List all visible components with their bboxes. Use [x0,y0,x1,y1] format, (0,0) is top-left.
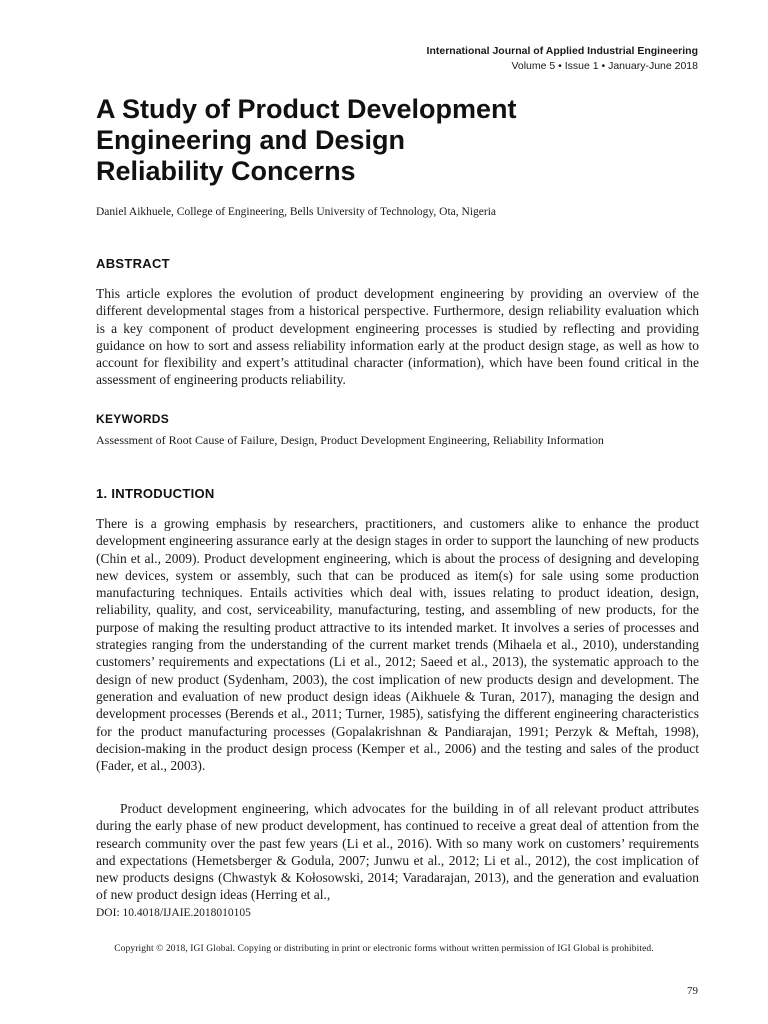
doi-link[interactable]: DOI: 10.4018/IJAIE.2018010105 [96,907,251,919]
journal-issue: Volume 5 • Issue 1 • January-June 2018 [511,60,698,72]
keywords-text: Assessment of Root Cause of Failure, Design, Product Development Engineering, Reliability Information [96,433,604,447]
abstract-heading: ABSTRACT [96,256,170,271]
journal-header [427,44,698,74]
author-affiliation: Daniel Aikhuele, College of Engineering, Bells University of Technology, Ota, Nigeria [96,206,497,218]
introduction-heading: 1. INTRODUCTION [96,486,215,501]
introduction-paragraph-2: Product development engineering, which advocates for the building in of all relevant product attributes during the early phase of new product development, has continued to receive a great deal of attention from the research community over the past few years (Li et al., 2016). With so many work on customers’ requirements and expectations (Hemetsberger & Godula, 2007; Junwu et al., 2012; Li et al., 2012), the cost implication of new products designs (Chwastyk & Kołosowski, 2014; Varadarajan, 2013), and the generation and evaluation of new product design ideas (Herring et al., [96,801,699,903]
article-title [96,94,656,187]
copyright-notice: Copyright © 2018, IGI Global. Copying or distributing in print or electronic forms without written permission of IGI Global is prohibited. [114,944,654,954]
title-line: A Study of Product Development [96,94,517,124]
title-line: Reliability Concerns [96,156,356,186]
keywords-heading: KEYWORDS [96,412,170,426]
introduction-paragraph-1: There is a growing emphasis by researchers, practitioners, and customers alike to enhance the product development engineering assurance early at the design stages in order to support the launching of new products (Chin et al., 2009). Product development engineering, which is about the process of designing and developing new devices, system or assembly, such that can be produced as item(s) for sale using some production manufacturing techniques. Entails activities which deal with, issues relating to product ideation, design, reliability, quality, and cost, serviceability, manufacturing, testing, and assembling of new products, for the purpose of making the resulting product attractive to its intended market. It involves a series of processes and strategies ranging from the understanding of the current market trends (Mihaela et al., 2010), understanding customers’ requirements and expectations (Li et al., 2012; Saeed et al., 2013), the systematic approach to the design of new product (Sydenham, 2003), the cost implication of new products design and development. The generation and evaluation of new product design ideas (Aikhuele & Turan, 2017), managing the design and development processes (Berends et al., 2011; Turner, 1985), satisfying the different engineering characteristics for the product manufacturing processes (Gopalakrishnan & Pandiarajan, 1991; Perzyk & Meftah, 1998), decision-making in the product design process (Kemper et al., 2006) and the testing and sales of the product (Fader, et al., 2003). [96,516,699,774]
abstract-text: This article explores the evolution of product development engineering by providing an overview of the different developmental stages from a historical perspective. Furthermore, design reliability evaluation which is a key component of product development engineering processes is studied by reflecting and providing guidance on how to sort and assess reliability information early at the product design stage, as well as how to account for flexibility and expert’s attitudinal character (information), which have been found critical in the assessment of engineering products reliability. [96,286,699,388]
page-number: 79 [687,985,698,997]
title-line: Engineering and Design [96,125,406,155]
journal-name: International Journal of Applied Industrial Engineering [426,45,698,57]
